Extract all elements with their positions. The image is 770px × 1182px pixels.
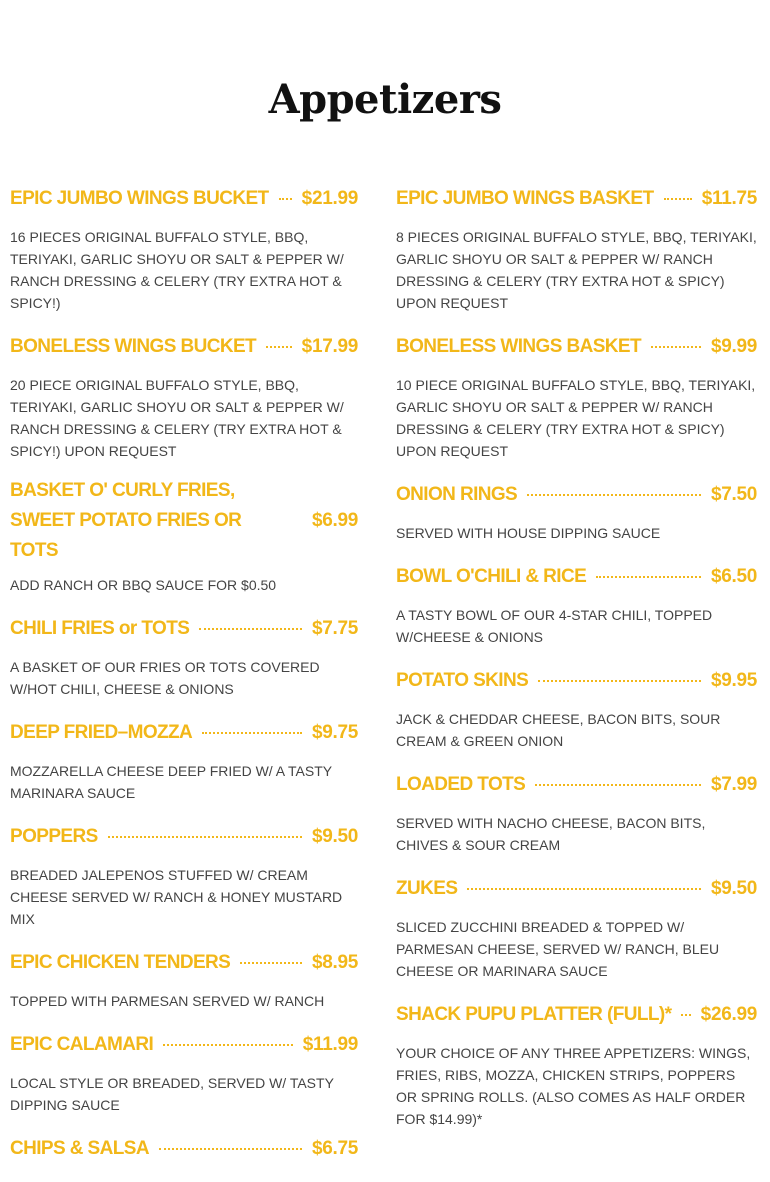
menu-item-description: TOPPED WITH PARMESAN SERVED W/ RANCH bbox=[10, 993, 325, 1009]
menu-item bbox=[396, 870, 757, 982]
menu-item bbox=[396, 328, 757, 462]
menu-item bbox=[396, 558, 757, 648]
menu-item-header bbox=[10, 476, 358, 566]
menu-item-description: YOUR CHOICE OF ANY THREE APPETIZERS: WINGS, FRIES, RIBS, MOZZA, CHICKEN STRIPS, POPPERS OR SPRING ROLLS. (ALSO COMES AS HALF ORDER FOR $14.99)* bbox=[396, 1045, 751, 1127]
menu-item-price: $21.99 bbox=[301, 188, 358, 209]
menu-item-description: SERVED WITH HOUSE DIPPING SAUCE bbox=[396, 525, 661, 541]
menu-item bbox=[396, 996, 757, 1130]
menu-item-description: 16 PIECES ORIGINAL BUFFALO STYLE, BBQ, TERIYAKI, GARLIC SHOYU OR SALT & PEPPER W/ RANCH DRESSING & CELERY (TRY EXTRA HOT & SPICY!) bbox=[10, 229, 344, 311]
menu-item-description: A TASTY BOWL OF OUR 4-STAR CHILI, TOPPED W/CHEESE & ONIONS bbox=[396, 607, 713, 645]
dot-leader bbox=[681, 1014, 690, 1016]
menu-item-description: SLICED ZUCCHINI BREADED & TOPPED W/ PARMESAN CHEESE, SERVED W/ RANCH, BLEU CHEESE OR MARINARA SAUCE bbox=[396, 919, 720, 979]
menu-item-name: ONION RINGS bbox=[396, 484, 518, 505]
menu-item-header bbox=[396, 558, 757, 596]
menu-item-price: $7.75 bbox=[311, 618, 358, 639]
menu-item bbox=[396, 662, 757, 752]
menu-item bbox=[10, 1026, 358, 1116]
menu-item-header bbox=[396, 870, 757, 908]
dot-leader bbox=[163, 1044, 293, 1046]
menu-item-header bbox=[396, 476, 757, 514]
menu-item-header bbox=[10, 1026, 358, 1064]
menu-item-price: $11.99 bbox=[302, 1034, 358, 1055]
menu-item bbox=[10, 1130, 358, 1168]
menu-item-name: EPIC CALAMARI bbox=[10, 1034, 154, 1055]
menu-item-price: $9.50 bbox=[710, 878, 757, 899]
menu-item bbox=[10, 714, 358, 804]
menu-item bbox=[10, 180, 358, 314]
menu-item-price: $9.50 bbox=[311, 826, 358, 847]
menu-item-name: POTATO SKINS bbox=[396, 670, 529, 691]
menu-item-header bbox=[396, 662, 757, 700]
menu-item bbox=[396, 476, 757, 544]
menu-item-description: 20 PIECE ORIGINAL BUFFALO STYLE, BBQ, TERIYAKI, GARLIC SHOYU OR SALT & PEPPER W/ RANCH DRESSING & CELERY (TRY EXTRA HOT & SPICY!) UPON REQUEST bbox=[10, 377, 344, 459]
dot-leader bbox=[651, 346, 701, 348]
dot-leader bbox=[240, 962, 302, 964]
menu-item-price: $6.99 bbox=[311, 510, 358, 531]
menu-item-header bbox=[396, 328, 757, 366]
menu-item bbox=[10, 328, 358, 462]
menu-item-price: $6.50 bbox=[710, 566, 757, 587]
dot-leader bbox=[535, 784, 701, 786]
menu-item-description: JACK & CHEDDAR CHEESE, BACON BITS, SOUR CREAM & GREEN ONION bbox=[396, 711, 721, 749]
menu-item bbox=[396, 180, 757, 314]
menu-item bbox=[10, 610, 358, 700]
menu-item-price: $9.75 bbox=[311, 722, 358, 743]
menu-item-header bbox=[396, 996, 757, 1034]
dot-leader bbox=[527, 494, 701, 496]
menu-item-price: $7.50 bbox=[710, 484, 757, 505]
menu-item-price: $9.95 bbox=[710, 670, 757, 691]
menu-item-description: LOCAL STYLE OR BREADED, SERVED W/ TASTY DIPPING SAUCE bbox=[10, 1075, 334, 1113]
menu-item-description: MOZZARELLA CHEESE DEEP FRIED W/ A TASTY MARINARA SAUCE bbox=[10, 763, 332, 801]
menu-item-name: DEEP FRIED–MOZZA bbox=[10, 722, 193, 743]
menu-item-name: BASKET O' CURLY FRIES, SWEET POTATO FRIES OR TOTS bbox=[10, 480, 242, 561]
menu-item-price: $17.99 bbox=[301, 336, 358, 357]
menu-item-description: 8 PIECES ORIGINAL BUFFALO STYLE, BBQ, TERIYAKI, GARLIC SHOYU OR SALT & PEPPER W/ RANCH DRESSING & CELERY (TRY EXTRA HOT & SPICY) UPON REQUEST bbox=[396, 229, 757, 311]
menu-item-header bbox=[396, 766, 757, 804]
menu-item-description: SERVED WITH NACHO CHEESE, BACON BITS, CHIVES & SOUR CREAM bbox=[396, 815, 706, 853]
menu-item-price: $8.95 bbox=[311, 952, 358, 973]
menu-item-name: CHIPS & SALSA bbox=[10, 1138, 149, 1159]
menu-item-name: BOWL O'CHILI & RICE bbox=[396, 566, 587, 587]
menu-item-description: 10 PIECE ORIGINAL BUFFALO STYLE, BBQ, TERIYAKI, GARLIC SHOYU OR SALT & PEPPER W/ RANCH DRESSING & CELERY (TRY EXTRA HOT & SPICY) UPON REQUEST bbox=[396, 377, 756, 459]
menu-item-price: $11.75 bbox=[701, 188, 757, 209]
menu-item bbox=[396, 766, 757, 856]
menu-item-name: EPIC JUMBO WINGS BASKET bbox=[396, 188, 654, 209]
menu-item-description: BREADED JALEPENOS STUFFED W/ CREAM CHEESE SERVED W/ RANCH & HONEY MUSTARD MIX bbox=[10, 867, 343, 927]
menu-item bbox=[10, 476, 358, 596]
menu-item-name: EPIC JUMBO WINGS BUCKET bbox=[10, 188, 269, 209]
menu-item-header bbox=[10, 328, 358, 366]
menu-item-price: $26.99 bbox=[700, 1004, 757, 1025]
menu-item-header bbox=[10, 1130, 358, 1168]
menu-item-header bbox=[396, 180, 757, 218]
menu-item-name: CHILI FRIES or TOTS bbox=[10, 618, 190, 639]
menu-item-price: $9.99 bbox=[710, 336, 757, 357]
page-title: Appetizers bbox=[268, 76, 502, 123]
dot-leader bbox=[199, 628, 302, 630]
menu-column-right bbox=[396, 180, 757, 1144]
menu-item-name: LOADED TOTS bbox=[396, 774, 526, 795]
menu-item-name: SHACK PUPU PLATTER (FULL)* bbox=[396, 1004, 672, 1025]
menu-item-name: EPIC CHICKEN TENDERS bbox=[10, 952, 231, 973]
menu-item-description: ADD RANCH OR BBQ SAUCE FOR $0.50 bbox=[10, 577, 277, 593]
dot-leader bbox=[279, 198, 292, 200]
dot-leader bbox=[538, 680, 701, 682]
menu-item-header bbox=[10, 818, 358, 856]
menu-item-header bbox=[10, 610, 358, 648]
menu-column-left bbox=[10, 180, 358, 1182]
menu-item-name: ZUKES bbox=[396, 878, 458, 899]
dot-leader bbox=[108, 836, 302, 838]
menu-item-price: $6.75 bbox=[311, 1138, 358, 1159]
menu-item-header bbox=[10, 714, 358, 752]
dot-leader bbox=[467, 888, 701, 890]
menu-item bbox=[10, 818, 358, 930]
dot-leader bbox=[159, 1148, 302, 1150]
dot-leader bbox=[664, 198, 692, 200]
dot-leader bbox=[202, 732, 302, 734]
menu-item-description: A BASKET OF OUR FRIES OR TOTS COVERED W/HOT CHILI, CHEESE & ONIONS bbox=[10, 659, 320, 697]
dot-leader bbox=[596, 576, 701, 578]
menu-item-name: BONELESS WINGS BASKET bbox=[396, 336, 641, 357]
menu-item bbox=[10, 944, 358, 1012]
menu-item-name: BONELESS WINGS BUCKET bbox=[10, 336, 257, 357]
menu-item-name: POPPERS bbox=[10, 826, 98, 847]
menu-item-header bbox=[10, 944, 358, 982]
dot-leader bbox=[266, 346, 292, 348]
menu-item-price: $7.99 bbox=[710, 774, 757, 795]
menu-item-header bbox=[10, 180, 358, 218]
